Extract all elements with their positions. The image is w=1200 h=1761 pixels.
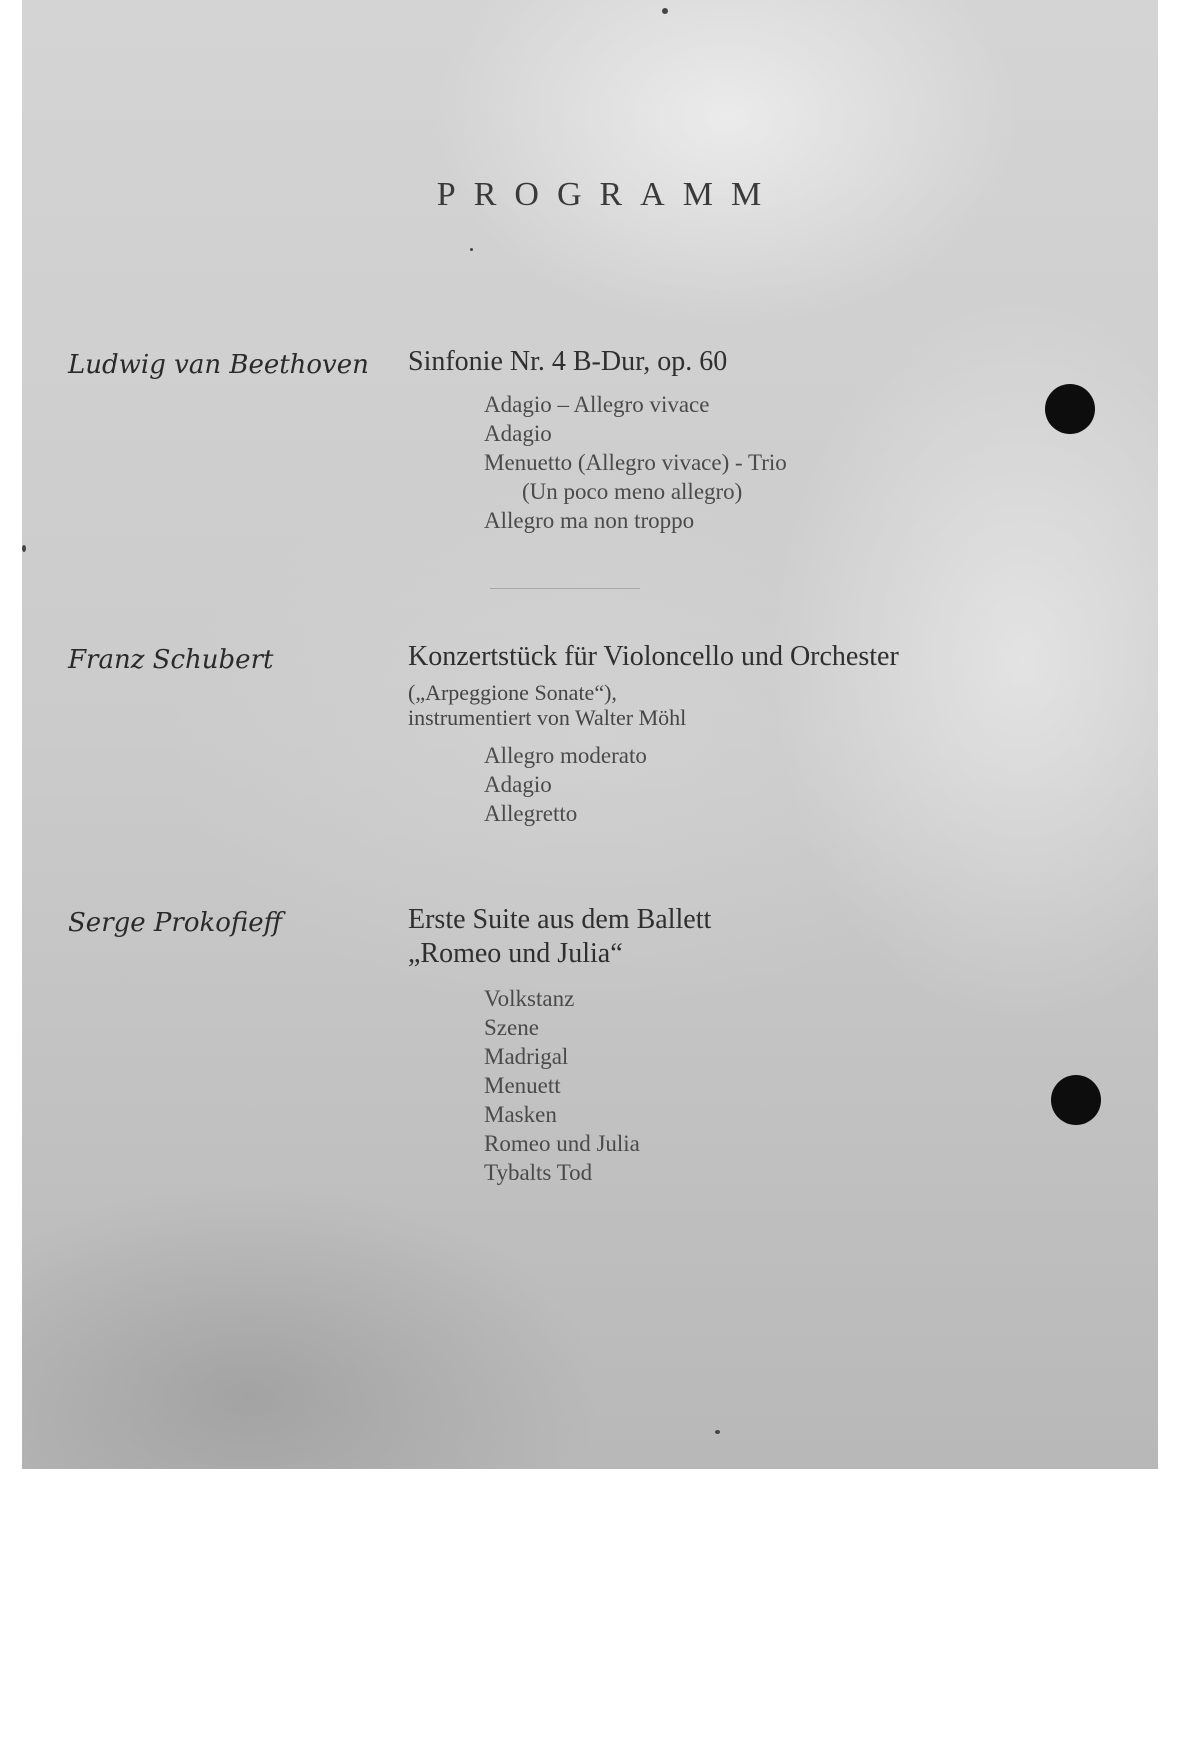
- movement-list: [484, 741, 647, 828]
- work-title: [408, 345, 727, 379]
- movement-list: [484, 390, 787, 535]
- movement-item: (Un poco meno allegro): [522, 479, 743, 504]
- movement-item: Romeo und Julia: [484, 1131, 640, 1156]
- program-sheet: [22, 0, 1158, 1469]
- work-subtitle-line: („Arpeggione Sonate“),: [408, 680, 617, 705]
- paper-speck: [715, 1430, 720, 1434]
- program-title: PROGRAMM: [436, 176, 780, 213]
- movement-item: Szene: [484, 1015, 539, 1040]
- movement-item: Adagio: [484, 421, 552, 446]
- paper-speck: [662, 8, 668, 14]
- movement-item: Madrigal: [484, 1044, 569, 1069]
- work-title: [408, 903, 711, 971]
- paper-speck: [22, 545, 26, 552]
- movement-item: Volkstanz: [484, 986, 575, 1011]
- movement-list: [484, 984, 640, 1187]
- work-title-line: Erste Suite aus dem Ballett: [408, 904, 712, 935]
- movement-item: Adagio: [484, 772, 552, 797]
- movement-item: Allegro moderato: [484, 743, 647, 768]
- work-title: [408, 640, 899, 674]
- composer-name: Franz Schubert: [68, 645, 274, 675]
- work-title-line: „Romeo und Julia“: [408, 938, 623, 969]
- work-subtitle-line: instrumentiert von Walter Möhl: [408, 705, 687, 730]
- movement-item: Allegro ma non troppo: [484, 508, 695, 533]
- movement-item: Allegretto: [484, 801, 578, 826]
- work-title-line: Sinfonie Nr. 4 B-Dur, op. 60: [408, 346, 728, 377]
- movement-item: Menuett: [484, 1073, 561, 1098]
- work-title-line: Konzertstück für Violoncello und Orchester: [408, 641, 899, 672]
- movement-item: Adagio – Allegro vivace: [484, 392, 710, 417]
- movement-item: Masken: [484, 1102, 557, 1127]
- composer-name: Ludwig van Beethoven: [68, 350, 369, 380]
- section-divider: [490, 588, 640, 589]
- composer-name: Serge Prokofieff: [68, 908, 283, 938]
- work-subtitle: [408, 680, 686, 730]
- punch-hole: [1045, 384, 1095, 434]
- paper-speck: [470, 248, 473, 251]
- movement-item: Tybalts Tod: [484, 1160, 593, 1185]
- movement-item: Menuetto (Allegro vivace) - Trio: [484, 450, 787, 475]
- punch-hole: [1051, 1075, 1101, 1125]
